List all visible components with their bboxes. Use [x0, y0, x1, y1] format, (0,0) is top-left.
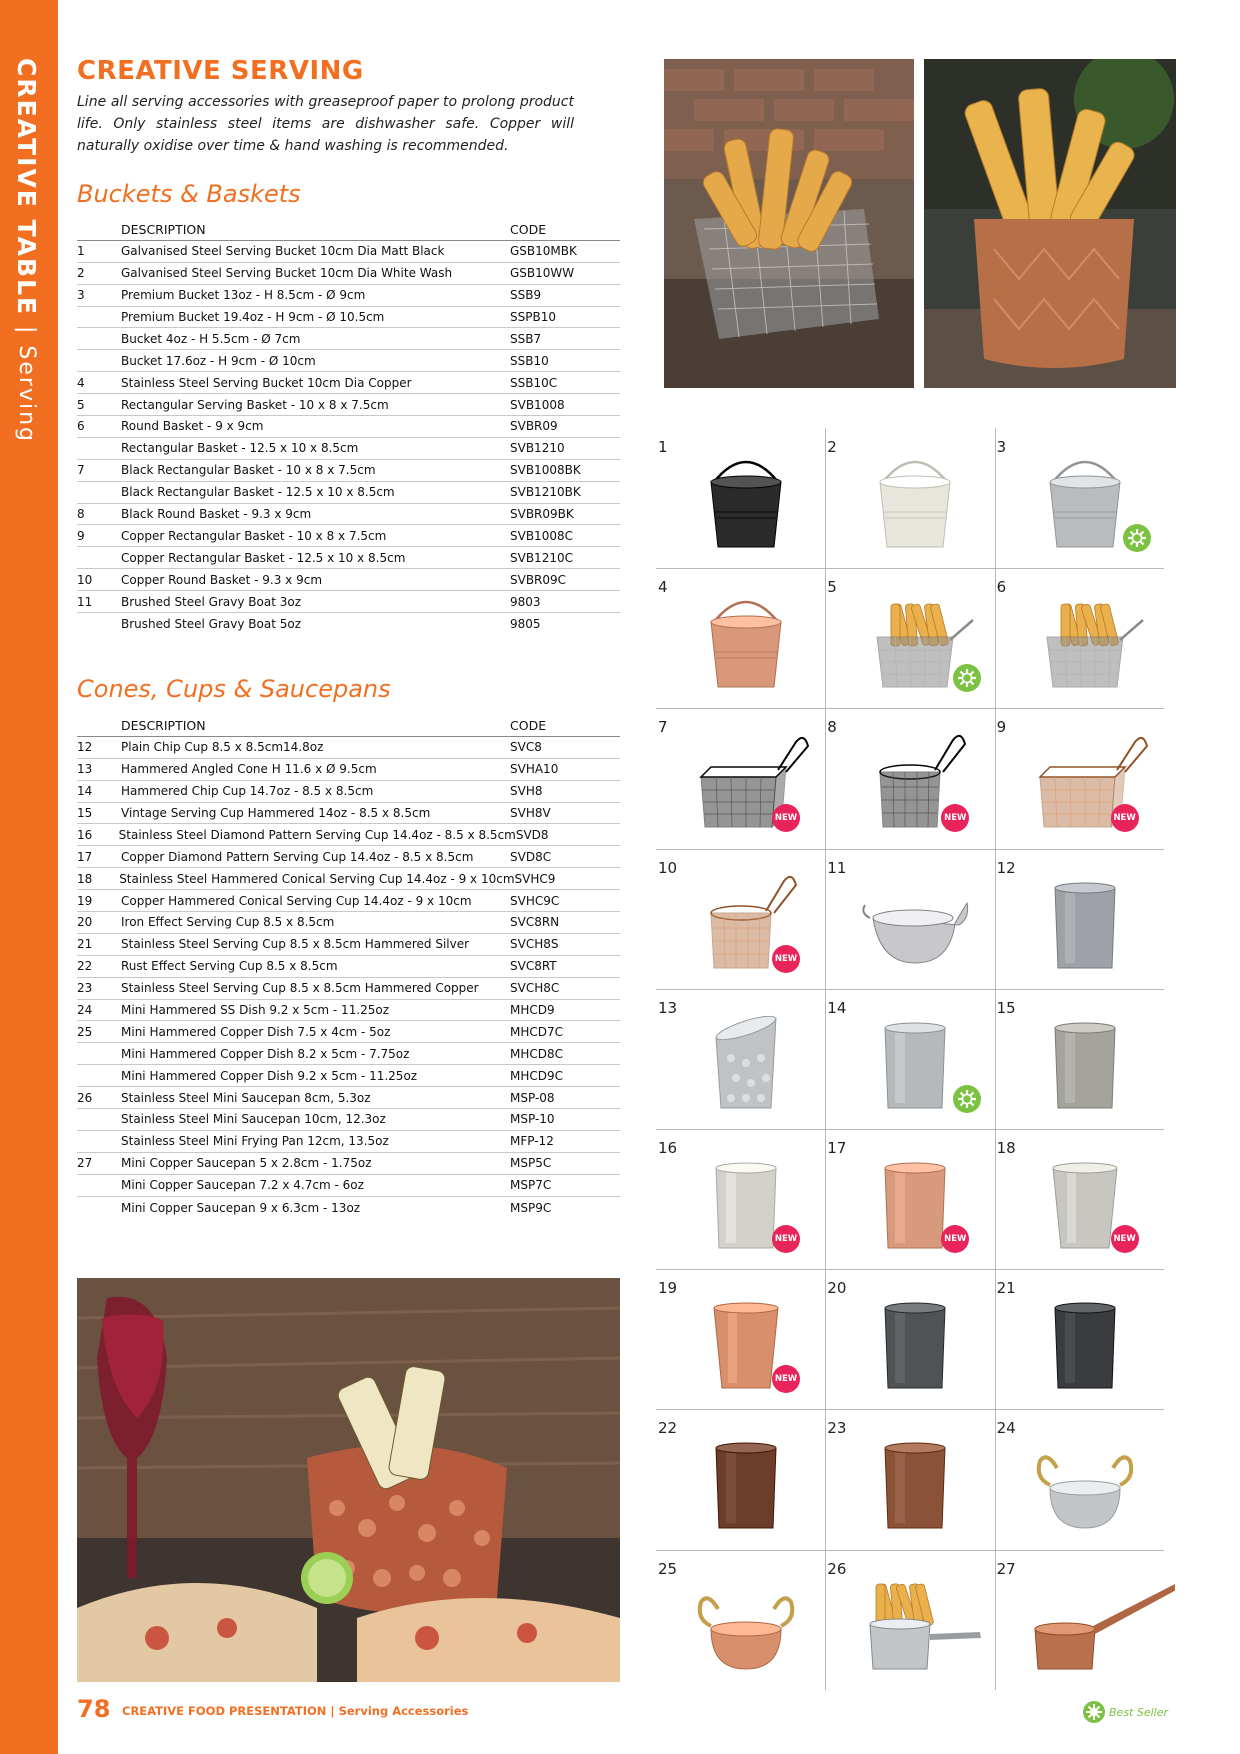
product-image	[1025, 1564, 1175, 1684]
new-badge: NEW	[941, 804, 969, 832]
best-seller-legend	[1083, 1701, 1168, 1723]
product-cell	[825, 428, 994, 568]
product-cell	[825, 989, 994, 1129]
item-number: 14	[77, 784, 93, 799]
table-row	[77, 1197, 620, 1219]
best-seller-label: Best Seller	[1109, 1705, 1169, 1719]
item-code: SVB1008	[510, 397, 565, 412]
side-title: CREATIVE TABLE	[12, 58, 41, 317]
item-description: Stainless Steel Serving Cup 8.5 x 8.5cm Hammered Silver	[121, 937, 470, 952]
item-code: MHCD7C	[510, 1024, 564, 1039]
table-row	[77, 613, 620, 635]
product-number: 5	[827, 578, 837, 597]
product-cell	[825, 708, 994, 848]
table-row	[77, 263, 620, 285]
item-description: Mini Hammered Copper Dish 8.2 x 5cm - 7.75oz	[121, 1046, 410, 1061]
table-row	[77, 781, 620, 803]
product-number: 15	[996, 998, 1016, 1017]
item-code: SSPB10	[510, 310, 556, 324]
item-description: Mini Hammered SS Dish 9.2 x 5cm - 11.25oz	[121, 1003, 390, 1018]
product-number: 24	[996, 1419, 1016, 1438]
product-cell	[656, 708, 825, 848]
description-header: DESCRIPTION	[121, 221, 206, 237]
item-number: 4	[77, 375, 85, 390]
item-description: Stainless Steel Mini Saucepan 8cm, 5.3oz	[121, 1090, 371, 1105]
item-code: SSB9	[510, 288, 542, 303]
table-row	[77, 1131, 620, 1153]
item-code: SSB10C	[510, 375, 558, 390]
item-code: SVHA10	[510, 762, 559, 777]
item-description: Stainless Steel Mini Frying Pan 12cm, 13.5oz	[121, 1134, 389, 1149]
product-image	[855, 1564, 1005, 1684]
item-description: Black Round Basket - 9.3 x 9cm	[121, 507, 312, 522]
product-image	[1025, 722, 1175, 842]
item-number: 27	[77, 1156, 93, 1171]
product-image	[686, 863, 836, 983]
item-code: SVBR09BK	[510, 507, 574, 522]
table-row	[77, 824, 620, 846]
item-number: 12	[77, 740, 93, 755]
product-image	[686, 1423, 836, 1543]
product-image	[1025, 1003, 1175, 1123]
product-image	[686, 1143, 836, 1263]
product-number: 13	[658, 998, 678, 1017]
table-row	[77, 525, 620, 547]
item-number: 19	[77, 893, 93, 908]
item-code: SVB1210	[510, 441, 565, 456]
product-image	[1025, 1423, 1175, 1543]
product-cell	[825, 1129, 994, 1269]
table-row	[77, 759, 620, 781]
item-description: Stainless Steel Serving Cup 8.5 x 8.5cm Hammered Copper	[121, 981, 479, 996]
product-image	[1025, 863, 1175, 983]
item-code: SVCH8S	[510, 937, 559, 952]
item-number: 23	[77, 981, 93, 996]
product-number: 25	[658, 1559, 678, 1578]
item-number: 20	[77, 915, 93, 930]
table-row	[77, 591, 620, 613]
product-cell	[656, 989, 825, 1129]
item-number: 8	[77, 507, 85, 522]
intro-text: Line all serving accessories with greaseproof paper to prolong product life. Only stainless steel items are dishwasher safe. Copper will naturally oxidise over time & hand washing is recommended.	[77, 94, 574, 154]
table-row	[77, 241, 620, 263]
item-code: MSP9C	[510, 1200, 552, 1215]
item-number: 7	[77, 463, 85, 478]
table-row	[77, 868, 620, 890]
product-cell	[656, 1269, 825, 1409]
item-number: 16	[77, 827, 93, 842]
item-description: Galvanised Steel Serving Bucket 10cm Dia White Wash	[121, 266, 453, 281]
table-row	[77, 350, 620, 372]
product-cell	[995, 568, 1164, 708]
item-code: MHCD9C	[510, 1068, 564, 1083]
product-image	[686, 722, 836, 842]
item-code: MHCD9	[510, 1003, 555, 1018]
product-number: 22	[658, 1419, 678, 1438]
product-cell	[995, 708, 1164, 848]
product-cell	[656, 568, 825, 708]
product-image	[855, 1003, 1005, 1123]
new-badge: NEW	[941, 1225, 969, 1253]
product-cell	[825, 1409, 994, 1549]
new-badge: NEW	[772, 1225, 800, 1253]
item-code: MSP-08	[510, 1090, 555, 1105]
item-number: 1	[77, 244, 85, 259]
product-cell	[995, 428, 1164, 568]
table-row	[77, 737, 620, 759]
item-code: MSP-10	[510, 1112, 555, 1127]
table-header	[77, 219, 620, 241]
item-description: Mini Copper Saucepan 9 x 6.3cm - 13oz	[121, 1200, 361, 1215]
best-seller-icon	[1083, 1701, 1105, 1723]
photo-halloumi-tacos	[77, 1278, 620, 1682]
table-row	[77, 1175, 620, 1197]
item-description: Mini Copper Saucepan 7.2 x 4.7cm - 6oz	[121, 1178, 364, 1193]
product-image	[686, 1564, 836, 1684]
item-description: Bucket 17.6oz - H 9cm - Ø 10cm	[121, 353, 316, 368]
product-image	[1025, 442, 1175, 562]
product-grid	[656, 428, 1164, 1690]
product-number: 3	[996, 438, 1007, 456]
table-row	[77, 1109, 620, 1131]
item-code: SVD8C	[510, 849, 552, 864]
best-seller-icon	[953, 1085, 981, 1113]
table-row	[77, 934, 620, 956]
product-number: 17	[827, 1139, 847, 1157]
table-row	[77, 1087, 620, 1109]
new-badge: NEW	[772, 1365, 800, 1393]
item-number: 25	[77, 1024, 93, 1039]
product-image	[855, 1283, 1005, 1403]
item-number: 22	[77, 959, 93, 974]
item-code: SVBR09	[510, 419, 558, 434]
photo-chips-wire-basket	[664, 59, 914, 388]
item-number: 26	[77, 1090, 93, 1105]
item-description: Hammered Chip Cup 14.7oz - 8.5 x 8.5cm	[121, 784, 374, 799]
item-description: Stainless Steel Hammered Conical Serving Cup 14.4oz - 9 x 10cm	[119, 871, 515, 886]
item-code: MSP7C	[510, 1178, 552, 1193]
buckets-table	[77, 219, 620, 635]
item-code: SVB1008BK	[510, 463, 581, 478]
product-image	[686, 1003, 836, 1123]
side-separator: |	[14, 326, 39, 336]
item-code: SVB1210C	[510, 550, 573, 565]
item-code: MSP5C	[510, 1156, 552, 1171]
item-description: Brushed Steel Gravy Boat 3oz	[121, 594, 302, 609]
item-code: SVC8RN	[510, 915, 560, 930]
side-section: Serving	[14, 345, 39, 444]
item-description: Galvanised Steel Serving Bucket 10cm Dia Matt Black	[121, 244, 445, 259]
item-code: GSB10WW	[510, 266, 575, 281]
table-row	[77, 460, 620, 482]
item-description: Mini Hammered Copper Dish 7.5 x 4cm - 5oz	[121, 1024, 391, 1039]
table-row	[77, 846, 620, 868]
best-seller-icon	[1123, 524, 1151, 552]
table-row	[77, 307, 620, 329]
best-seller-icon	[953, 664, 981, 692]
product-cell	[825, 568, 994, 708]
product-cell	[995, 1409, 1164, 1549]
item-description: Mini Hammered Copper Dish 9.2 x 5cm - 11.25oz	[121, 1068, 418, 1083]
table-row	[77, 569, 620, 591]
item-description: Copper Round Basket - 9.3 x 9cm	[121, 572, 323, 587]
table-row	[77, 416, 620, 438]
item-code: SVD8	[515, 827, 549, 842]
item-description: Premium Bucket 13oz - H 8.5cm - Ø 9cm	[121, 288, 366, 303]
table-row	[77, 803, 620, 825]
product-number: 8	[827, 718, 837, 737]
product-number: 6	[996, 578, 1007, 597]
item-description: Rectangular Serving Basket - 10 x 8 x 7.5cm	[121, 397, 389, 412]
item-code: SVH8	[510, 784, 543, 799]
item-description: Stainless Steel Serving Bucket 10cm Dia Copper	[121, 375, 412, 390]
item-description: Copper Rectangular Basket - 10 x 8 x 7.5cm	[121, 528, 387, 543]
product-cell	[656, 1129, 825, 1269]
item-number: 18	[77, 871, 93, 886]
product-cell	[656, 1409, 825, 1549]
item-number: 21	[77, 937, 93, 952]
table-row	[77, 890, 620, 912]
item-code: MHCD8C	[510, 1046, 564, 1061]
item-code: SVHC9C	[510, 893, 560, 908]
description-header: DESCRIPTION	[121, 717, 206, 733]
product-number: 14	[827, 998, 847, 1017]
product-cell	[656, 428, 825, 568]
item-number: 6	[77, 419, 85, 434]
product-number: 27	[996, 1559, 1016, 1578]
code-header: CODE	[510, 717, 547, 733]
product-cell	[995, 989, 1164, 1129]
table-row	[77, 1021, 620, 1043]
table-row	[77, 956, 620, 978]
product-number: 20	[827, 1279, 847, 1298]
item-description: Plain Chip Cup 8.5 x 8.5cm14.8oz	[121, 740, 324, 755]
buckets-section-title: Buckets & Baskets	[77, 180, 301, 208]
item-description: Black Rectangular Basket - 10 x 8 x 7.5cm	[121, 463, 376, 478]
footer-text: CREATIVE FOOD PRESENTATION | Serving Accessories	[122, 1704, 469, 1718]
product-image	[855, 442, 1005, 562]
table-row	[77, 912, 620, 934]
item-description: Stainless Steel Diamond Pattern Serving Cup 14.4oz - 8.5 x 8.5cm	[118, 827, 516, 842]
item-number: 24	[77, 1003, 93, 1018]
table-row	[77, 547, 620, 569]
item-number: 5	[77, 397, 85, 412]
product-cell	[825, 849, 994, 989]
item-number: 13	[77, 762, 93, 777]
product-number: 9	[996, 718, 1007, 737]
item-number: 17	[77, 849, 93, 864]
table-row	[77, 394, 620, 416]
item-description: Rust Effect Serving Cup 8.5 x 8.5cm	[121, 959, 338, 974]
item-description: Bucket 4oz - H 5.5cm - Ø 7cm	[121, 331, 301, 346]
product-number: 18	[996, 1139, 1016, 1157]
item-code: 9803	[510, 594, 541, 609]
cones-section-title: Cones, Cups & Saucepans	[77, 675, 391, 703]
product-number: 7	[658, 718, 668, 737]
product-image	[686, 1283, 836, 1403]
item-code: SVCH8C	[510, 981, 560, 996]
item-number: 3	[77, 288, 85, 303]
product-image	[855, 1143, 1005, 1263]
product-number: 26	[827, 1559, 847, 1578]
product-number: 23	[827, 1419, 847, 1438]
product-image	[855, 863, 1005, 983]
side-tab-label	[12, 58, 41, 443]
item-description: Mini Copper Saucepan 5 x 2.8cm - 1.75oz	[121, 1156, 372, 1171]
item-description: Premium Bucket 19.4oz - H 9cm - Ø 10.5cm	[121, 310, 385, 324]
item-description: Copper Diamond Pattern Serving Cup 14.4oz - 8.5 x 8.5cm	[121, 849, 474, 864]
table-row	[77, 328, 620, 350]
item-code: SVB1008C	[510, 528, 573, 543]
table-row	[77, 504, 620, 526]
item-description: Iron Effect Serving Cup 8.5 x 8.5cm	[121, 915, 335, 930]
product-image	[855, 582, 1005, 702]
table-row	[77, 372, 620, 394]
item-description: Vintage Serving Cup Hammered 14oz - 8.5 x 8.5cm	[121, 806, 431, 820]
item-code: GSB10MBK	[510, 244, 577, 259]
table-header	[77, 715, 620, 737]
page-number: 78	[77, 1695, 111, 1723]
item-description: Copper Hammered Conical Serving Cup 14.4oz - 9 x 10cm	[121, 893, 472, 908]
product-number: 12	[996, 858, 1016, 877]
product-number: 11	[827, 858, 847, 877]
item-description: Stainless Steel Mini Saucepan 10cm, 12.3oz	[121, 1112, 386, 1127]
product-number: 19	[658, 1279, 678, 1298]
item-code: SSB10	[510, 353, 549, 368]
product-cell	[995, 1269, 1164, 1409]
item-number: 2	[77, 266, 85, 281]
item-code: SVH8V	[510, 806, 551, 820]
item-description: Brushed Steel Gravy Boat 5oz	[121, 616, 302, 631]
new-badge: NEW	[1111, 1225, 1139, 1253]
item-code: SVB1210BK	[510, 485, 581, 500]
item-code: SSB7	[510, 331, 542, 346]
product-image	[855, 1423, 1005, 1543]
cones-table	[77, 715, 620, 1218]
product-number: 4	[658, 578, 668, 597]
item-description: Copper Rectangular Basket - 12.5 x 10 x 8.5cm	[121, 550, 406, 565]
product-number: 10	[658, 858, 678, 877]
table-row	[77, 438, 620, 460]
item-number: 11	[77, 594, 93, 609]
new-badge: NEW	[772, 804, 800, 832]
product-image	[855, 722, 1005, 842]
item-code: SVBR09C	[510, 572, 567, 587]
item-number: 9	[77, 528, 85, 543]
photo-chips-copper-cup	[924, 59, 1176, 388]
product-image	[1025, 582, 1175, 702]
item-description: Rectangular Basket - 12.5 x 10 x 8.5cm	[121, 441, 359, 456]
product-cell	[825, 1550, 994, 1690]
product-image	[686, 442, 836, 562]
table-row	[77, 1153, 620, 1175]
item-description: Black Rectangular Basket - 12.5 x 10 x 8.5cm	[121, 485, 395, 500]
table-row	[77, 1043, 620, 1065]
item-code: MFP-12	[510, 1134, 554, 1149]
table-row	[77, 1065, 620, 1087]
table-row	[77, 978, 620, 1000]
table-row	[77, 482, 620, 504]
product-cell	[995, 1550, 1164, 1690]
item-number: 15	[77, 806, 93, 820]
product-number: 16	[658, 1139, 678, 1157]
item-code: SVC8RT	[510, 959, 557, 974]
page-title: CREATIVE SERVING	[77, 56, 364, 86]
product-cell	[656, 849, 825, 989]
product-cell	[995, 1129, 1164, 1269]
item-code: SVC8	[510, 740, 542, 755]
product-number: 1	[658, 438, 668, 456]
item-description: Hammered Angled Cone H 11.6 x Ø 9.5cm	[121, 762, 377, 777]
item-code: 9805	[510, 616, 541, 631]
product-number: 21	[996, 1279, 1016, 1298]
item-code: SVHC9	[514, 871, 556, 886]
product-number: 2	[827, 438, 837, 456]
product-cell	[825, 1269, 994, 1409]
new-badge: NEW	[772, 945, 800, 973]
product-image	[1025, 1283, 1175, 1403]
code-header: CODE	[510, 221, 547, 237]
table-row	[77, 285, 620, 307]
product-cell	[995, 849, 1164, 989]
product-cell	[656, 1550, 825, 1690]
item-number: 10	[77, 572, 93, 587]
table-row	[77, 1000, 620, 1022]
new-badge: NEW	[1111, 804, 1139, 832]
product-image	[686, 582, 836, 702]
item-description: Round Basket - 9 x 9cm	[121, 419, 264, 434]
product-image	[1025, 1143, 1175, 1263]
